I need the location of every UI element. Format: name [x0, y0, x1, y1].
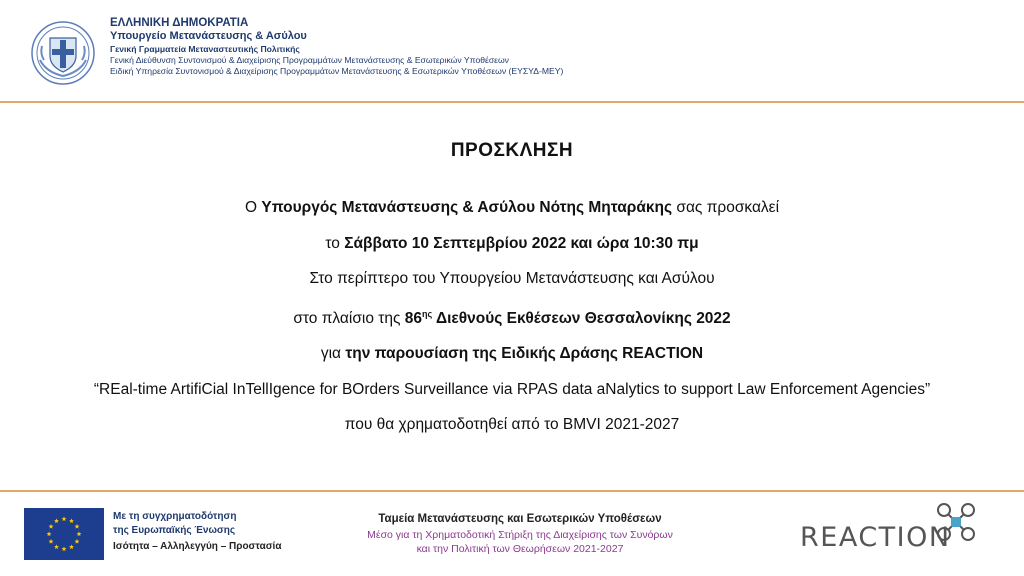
header-divider	[0, 101, 1024, 103]
reaction-logo-text: REACTION	[800, 522, 951, 553]
invitation-line-event: στο πλαίσιο της $86^{\eta\varsigma}$ Διεθνούς Εκθέσεων Θεσσαλονίκης 2022	[293, 308, 731, 327]
footer	[0, 494, 1024, 576]
invitation-line-host: Ο Υπουργός Μετανάστευσης & Ασύλου Νότης Μηταράκης σας προσκαλεί	[244, 199, 780, 216]
header-secretariat: Γενική Γραμματεία Μεταναστευτικής Πολιτικής	[110, 44, 300, 55]
fund-description	[310, 512, 730, 556]
footer-divider	[0, 490, 1024, 492]
fund-subtitle-2: και την Πολιτική των Θεωρήσεων 2021-2027	[416, 542, 624, 555]
letterhead	[0, 0, 1024, 100]
invitation-line-purpose: για την παρουσίαση της Ειδικής Δράσης REACTION	[320, 345, 704, 362]
eu-flag-icon	[24, 508, 104, 560]
eu-motto: Ισότητα – Αλληλεγγύη – Προστασία	[113, 541, 282, 552]
fund-title: Ταμεία Μετανάστευσης και Εσωτερικών Υποθέσεων	[378, 513, 662, 525]
invitation-line-date: το Σάββατο 10 Σεπτεμβρίου 2022 και ώρα 10:30 πμ	[325, 234, 699, 252]
invitation-body	[0, 140, 1024, 443]
fund-subtitle-1: Μέσο για τη Χρηματοδοτική Στήριξη της Διαχείρισης των Συνόρων	[367, 528, 673, 541]
eu-cofunding-line1: Με τη συγχρηματοδότηση	[113, 511, 237, 522]
header-country: ΕΛΛΗΝΙΚΗ ΔΗΜΟΚΡΑΤΙΑ	[110, 17, 249, 29]
reaction-logo	[800, 502, 990, 562]
invitation-title: ΠΡΟΣΚΛΗΣΗ	[450, 140, 574, 161]
drone-icon	[936, 502, 976, 542]
header-ministry: Υπουργείο Μετανάστευσης & Ασύλου	[110, 30, 307, 43]
eu-cofunding-line2: της Ευρωπαϊκής Ένωσης	[113, 524, 236, 536]
invitation-line-acronym: “REal-time ArtifiCial InTellIgence for BOrders Surveillance via RPAS data aNalytics to support Law Enforcement Agencies”	[93, 380, 931, 398]
greek-coat-of-arms-icon	[30, 20, 96, 86]
header-service: Ειδική Υπηρεσία Συντονισμού & Διαχείρισης Προγραμμάτων Μετανάστευσης & Εσωτερικών Υποθέσεων (ΕΥΣΥΔ-ΜΕΥ)	[110, 65, 564, 76]
header-directorate: Γενική Διεύθυνση Συντονισμού & Διαχείρισης Προγραμμάτων Μετανάστευσης & Εσωτερικών Υποθέσεων	[110, 54, 509, 65]
invitation-line-venue: Στο περίπτερο του Υπουργείου Μετανάστευσης και Ασύλου	[309, 270, 715, 287]
invitation-line-funding: που θα χρηματοδοτηθεί από το BMVI 2021-2027	[344, 416, 680, 433]
